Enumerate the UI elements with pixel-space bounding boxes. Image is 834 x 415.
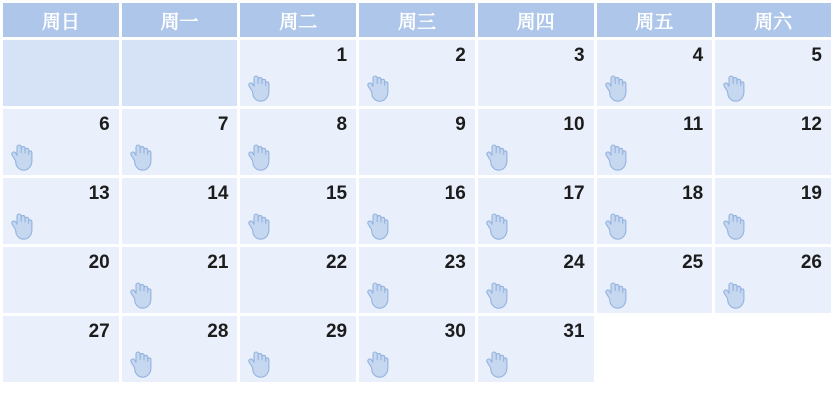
calendar-day-cell[interactable] xyxy=(359,247,475,313)
calendar-day-cell[interactable] xyxy=(597,40,713,106)
day-number: 27 xyxy=(88,321,110,342)
day-number: 12 xyxy=(800,114,822,135)
day-number: 17 xyxy=(563,183,585,204)
hand-cursor-icon xyxy=(483,350,509,380)
weekday-header-0: 周日 xyxy=(3,3,119,37)
hand-cursor-icon xyxy=(602,281,628,311)
day-number: 8 xyxy=(336,114,348,135)
weekday-header-5: 周五 xyxy=(597,3,713,37)
calendar-day-cell[interactable] xyxy=(122,109,238,175)
day-number: 29 xyxy=(325,321,348,342)
hand-cursor-icon xyxy=(483,281,509,311)
calendar-empty-cell xyxy=(715,316,831,382)
day-number: 14 xyxy=(207,183,229,204)
calendar-day-cell[interactable] xyxy=(240,109,356,175)
hand-cursor-icon xyxy=(245,143,271,173)
calendar-day-cell[interactable] xyxy=(715,247,831,313)
hand-cursor-icon xyxy=(245,350,271,380)
day-number: 20 xyxy=(88,252,110,273)
calendar-day-cell[interactable] xyxy=(122,247,238,313)
calendar-day-cell[interactable] xyxy=(122,316,238,382)
calendar-day-cell[interactable] xyxy=(240,247,356,313)
hand-cursor-icon xyxy=(127,281,153,311)
weekday-header-4: 周四 xyxy=(478,3,594,37)
calendar-day-cell[interactable] xyxy=(478,40,594,106)
calendar-day-cell[interactable] xyxy=(597,247,713,313)
calendar-week-row xyxy=(3,178,831,244)
calendar-day-cell[interactable] xyxy=(478,247,594,313)
day-number: 22 xyxy=(325,252,348,273)
calendar-day-cell[interactable] xyxy=(359,178,475,244)
day-number: 9 xyxy=(455,114,466,135)
day-number: 6 xyxy=(99,114,110,135)
day-number: 18 xyxy=(682,183,704,204)
hand-cursor-icon xyxy=(483,212,509,242)
day-number: 24 xyxy=(563,252,585,273)
hand-cursor-icon xyxy=(720,74,746,104)
hand-cursor-icon xyxy=(602,212,628,242)
calendar-header-row xyxy=(3,3,831,37)
hand-cursor-icon xyxy=(720,212,746,242)
hand-cursor-icon xyxy=(127,350,153,380)
calendar-week-row xyxy=(3,247,831,313)
calendar-day-cell[interactable] xyxy=(715,178,831,244)
hand-cursor-icon xyxy=(602,143,628,173)
hand-cursor-icon xyxy=(364,350,390,380)
day-number: 5 xyxy=(811,45,822,66)
hand-cursor-icon xyxy=(127,143,153,173)
calendar-day-cell[interactable] xyxy=(240,316,356,382)
day-number: 11 xyxy=(683,114,704,135)
calendar-day-cell[interactable] xyxy=(478,316,594,382)
calendar-day-cell[interactable] xyxy=(597,109,713,175)
calendar-day-cell[interactable] xyxy=(478,109,594,175)
day-number: 16 xyxy=(444,183,466,204)
day-number: 30 xyxy=(444,321,466,342)
day-number: 4 xyxy=(692,45,704,66)
calendar-week-row xyxy=(3,316,831,382)
calendar-empty-cell xyxy=(122,40,238,106)
calendar-day-cell[interactable] xyxy=(478,178,594,244)
calendar-week-row xyxy=(3,109,831,175)
calendar-day-cell[interactable] xyxy=(3,178,119,244)
calendar-day-cell[interactable] xyxy=(3,247,119,313)
hand-cursor-icon xyxy=(364,74,390,104)
day-number: 2 xyxy=(455,45,466,66)
hand-cursor-icon xyxy=(720,281,746,311)
day-number: 13 xyxy=(88,183,110,204)
weekday-header-1: 周一 xyxy=(122,3,238,37)
calendar-day-cell[interactable] xyxy=(359,316,475,382)
hand-cursor-icon xyxy=(364,212,390,242)
hand-cursor-icon xyxy=(8,143,34,173)
day-number: 23 xyxy=(444,252,466,273)
day-number: 25 xyxy=(682,252,704,273)
day-number: 1 xyxy=(336,45,348,66)
calendar-week-row xyxy=(3,40,831,106)
hand-cursor-icon xyxy=(483,143,509,173)
calendar-empty-cell xyxy=(3,40,119,106)
day-number: 10 xyxy=(563,114,585,135)
hand-cursor-icon xyxy=(602,74,628,104)
calendar-day-cell[interactable] xyxy=(359,109,475,175)
calendar-day-cell[interactable] xyxy=(359,40,475,106)
calendar-day-cell[interactable] xyxy=(715,40,831,106)
day-number: 21 xyxy=(207,252,229,273)
calendar-day-cell[interactable] xyxy=(3,316,119,382)
hand-cursor-icon xyxy=(364,281,390,311)
day-number: 28 xyxy=(207,321,229,342)
calendar-day-cell[interactable] xyxy=(240,178,356,244)
calendar-day-cell[interactable] xyxy=(715,109,831,175)
day-number: 3 xyxy=(573,45,585,66)
hand-cursor-icon xyxy=(8,212,34,242)
calendar-day-cell[interactable] xyxy=(240,40,356,106)
day-number: 31 xyxy=(563,321,585,342)
day-number: 19 xyxy=(800,183,822,204)
day-number: 26 xyxy=(800,252,822,273)
weekday-header-3: 周三 xyxy=(359,3,475,37)
calendar-day-cell[interactable] xyxy=(3,109,119,175)
calendar-day-cell[interactable] xyxy=(122,178,238,244)
hand-cursor-icon xyxy=(245,212,271,242)
hand-cursor-icon xyxy=(245,74,271,104)
calendar-day-cell[interactable] xyxy=(597,178,713,244)
day-number: 7 xyxy=(217,114,229,135)
day-number: 15 xyxy=(325,183,348,204)
calendar-empty-cell xyxy=(597,316,713,382)
weekday-header-2: 周二 xyxy=(240,3,356,37)
weekday-header-6: 周六 xyxy=(715,3,831,37)
